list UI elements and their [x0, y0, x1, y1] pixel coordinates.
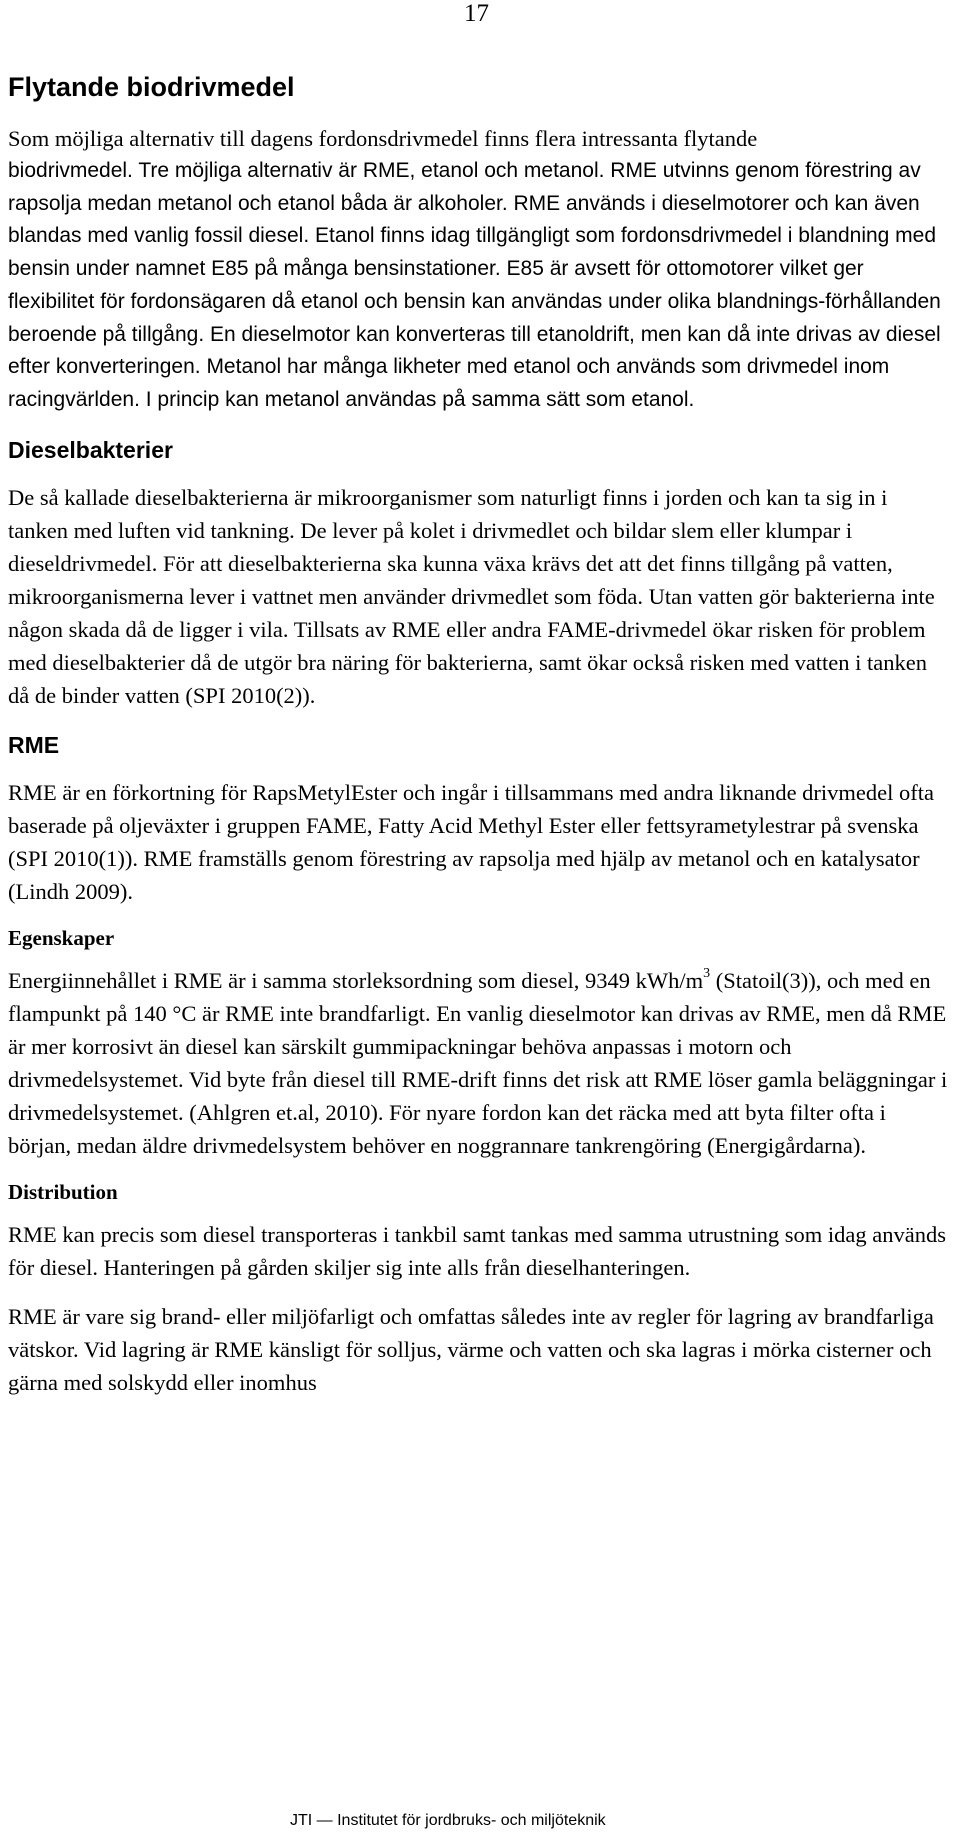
paragraph-distribution-1: RME kan precis som diesel transporteras i tankbil samt tankas med samma utrustning som idag används för diesel. Hanteringen på gården skiljer sig inte alls från dieselhanteringen.: [8, 1221, 946, 1280]
document-body: [8, 70, 952, 1415]
footer-separator: —: [312, 1812, 338, 1829]
subsection-title-distribution: Distribution: [8, 1179, 118, 1204]
section-title-rme: RME: [8, 731, 60, 758]
egenskaper-text-start: Energiinnehållet i RME är i samma storleksordning som diesel, 9349 kWh/m: [8, 967, 704, 993]
section-title-dieselbakterier: Dieselbakterier: [8, 436, 173, 463]
section-title-flytande-biodrivmedel: Flytande biodrivmedel: [8, 72, 295, 102]
footer-org: JTI: [290, 1812, 313, 1829]
paragraph-dieselbakterier: De så kallade dieselbakterierna är mikroorganismer som naturligt finns i jorden och kan ta sig in i tanken med luften vid tankning. De lever på kolet i drivmedlet och bildar slem eller klumpar i dieseldrivmedel. För att dieselbakterierna ska kunna växa krävs det att det finns tillgång på vatten, mikroorganismerna lever i vattnet men använder drivmedlet som föda. Utan vatten gör bakterierna inte någon skada då de ligger i vila. Tillsats av RME eller andra FAME-drivmedel ökar risken för problem med dieselbakterier då de utgör bra näring för bakterierna, samt ökar också risken med vatten i tanken då de binder vatten (SPI 2010(2)).: [8, 484, 935, 708]
paragraph-egenskaper: [8, 964, 952, 1162]
paragraph-distribution-2: RME är vare sig brand- eller miljöfarligt och omfattas således inte av regler för lagring av brandfarliga vätskor. Vid lagring är RME känsligt för solljus, värme och vatten och ska lagras i mörka cisterner och gärna med solskydd eller inomhus: [8, 1303, 934, 1395]
paragraph-intro-sans: biodrivmedel. Tre möjliga alternativ är RME, etanol och metanol. RME utvinns genom förestring av rapsolja medan metanol och etanol båda är alkoholer. RME används i dieselmotorer och kan även blandas med vanlig fossil diesel. Etanol finns idag tillgängligt som fordonsdrivmedel i blandning med bensin under namnet E85 på många bensinstationer. E85 är avsett för ottomotorer vilket ger flexibilitet för fordonsägaren då etanol och bensin kan användas under olika blandnings-förhållanden beroende på tillgång. En dieselmotor kan konverteras till etanoldrift, men kan då inte drivas av diesel efter konverteringen. Metanol har många likheter med etanol och används som drivmedel inom racingvärlden. I princip kan metanol användas på samma sätt som etanol.: [8, 159, 941, 411]
footer-institute-name: Institutet för jordbruks- och miljöteknik: [337, 1812, 606, 1829]
page-footer: [290, 1812, 606, 1830]
paragraph-rme: RME är en förkortning för RapsMetylEster och ingår i tillsammans med andra liknande drivmedel ofta baserade på oljeväxter i gruppen FAME, Fatty Acid Methyl Ester eller fettsyrametylestrar på svenska (SPI 2010(1)). RME framställs genom förestring av rapsolja med hjälp av metanol och en katalysator (Lindh 2009).: [8, 779, 935, 904]
page-number: 17: [464, 0, 489, 27]
subsection-title-egenskaper: Egenskaper: [8, 925, 115, 950]
paragraph-intro-serif: Som möjliga alternativ till dagens fordonsdrivmedel finns flera intressanta flytande: [8, 126, 758, 151]
egenskaper-text-end: (Statoil(3)), och med en flampunkt på 140 °C är RME inte brandfarligt. En vanlig dieselmotor kan drivas av RME, men då RME är mer korrosivt än diesel kan särskilt gummipackningar behöva anpassas i motorn och drivmedelsystemet. Vid byte från diesel till RME-drift finns det risk att RME löser gamla beläggningar i drivmedelsystemet. (Ahlgren et.al, 2010). För nyare fordon kan det räcka med att byta filter ofta i början, medan äldre drivmedelsystem behöver en noggrannare tankrengöring (Energigårdarna).: [8, 967, 948, 1158]
superscript-exponent: 3: [703, 966, 711, 982]
